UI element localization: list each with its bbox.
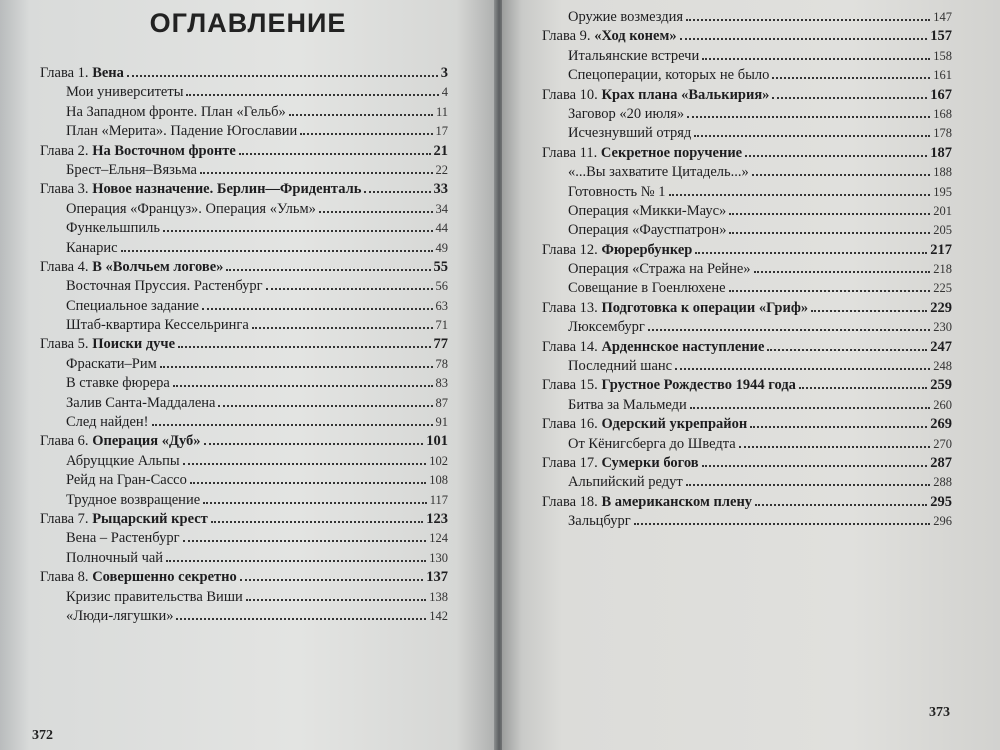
chapter-title: Крах плана «Валькирия» [601, 86, 770, 103]
chapter-number: Глава 1. [40, 65, 89, 81]
chapter-title: Арденнское наступление [601, 338, 765, 355]
subentry-title: Функельшпиль [66, 220, 160, 237]
subentry-page: 147 [933, 10, 952, 24]
dot-leader [163, 217, 433, 232]
chapter-label [40, 568, 237, 587]
chapter-number: Глава 17. [542, 454, 598, 471]
chapter-page: 187 [930, 144, 952, 161]
dot-leader [183, 527, 427, 542]
subentry-title: Рейд на Гран-Сассо [66, 472, 187, 489]
dot-leader [686, 471, 931, 486]
subentry-page: 188 [933, 165, 952, 180]
chapter-number: Глава 5. [40, 336, 89, 353]
toc-subentry [40, 101, 448, 120]
subentry-page: 260 [933, 397, 952, 412]
chapter-number: Глава 7. [40, 510, 89, 527]
chapter-group [542, 297, 952, 336]
chapter-group [542, 239, 952, 297]
chapter-group [40, 430, 448, 508]
dot-leader [289, 101, 433, 116]
chapter-number: Глава 3. [40, 181, 89, 198]
subentry-page: 270 [933, 436, 952, 451]
toc-subentry [542, 122, 952, 141]
dot-leader [178, 333, 430, 348]
subentry-title: В ставке фюрера [66, 375, 170, 392]
chapter-page: 157 [930, 28, 952, 45]
subentry-title: Совещание в Гоенлюхене [568, 280, 726, 297]
chapter-label [40, 335, 175, 354]
dot-leader [211, 508, 424, 523]
toc-subentry [542, 316, 952, 335]
chapter-label [40, 432, 201, 451]
subentry-title: Альпийский редут [568, 474, 683, 491]
toc-chapter [542, 297, 952, 316]
dot-leader [729, 219, 930, 234]
toc-chapter [542, 142, 952, 161]
chapter-page: 217 [930, 241, 952, 258]
toc-subentry [40, 217, 448, 236]
toc-subentry [40, 120, 448, 139]
dot-leader [811, 297, 927, 312]
subentry-page: 83 [435, 376, 448, 391]
toc-chapter [542, 336, 952, 355]
chapter-title: На Восточном фронте [92, 142, 236, 159]
toc-subentry [542, 471, 952, 490]
chapter-number: Глава 13. [542, 299, 598, 316]
chapter-page: 167 [930, 86, 952, 103]
subentry-title: Спецоперации, которых не было [568, 67, 770, 84]
toc-subentry [542, 277, 952, 296]
toc-chapter [542, 413, 952, 432]
toc-subentry [542, 181, 952, 200]
chapter-group [542, 336, 952, 375]
toc-subentry [40, 314, 448, 333]
dot-leader [173, 372, 433, 387]
chapter-title: Секретное поручение [600, 144, 743, 161]
subentry-page: 87 [435, 395, 448, 410]
toc-subentry [40, 527, 448, 546]
dot-leader [240, 566, 423, 581]
subentry-page: 130 [429, 550, 448, 565]
chapter-group [40, 140, 448, 179]
subentry-title: От Кёнигсберга до Шведта [568, 435, 736, 452]
toc-subentry [542, 433, 952, 452]
subentry-title: Мои университеты [66, 84, 184, 101]
chapter-group [542, 25, 952, 83]
chapter-number: Глава 16. [542, 416, 598, 433]
chapter-group [40, 256, 448, 334]
subentry-title: Штаб-квартира Кессельринга [66, 317, 249, 334]
subentry-title: Вена – Растенбург [66, 530, 180, 547]
toc-chapter [542, 84, 952, 103]
chapter-group [542, 84, 952, 142]
chapter-page: 21 [433, 142, 448, 159]
dot-leader [166, 547, 426, 562]
toc-subentry [40, 392, 448, 411]
subentry-title: «Люди-лягушки» [66, 607, 174, 624]
page-number: 372 [32, 728, 53, 743]
left-page [0, 0, 496, 750]
toc-chapter [40, 140, 448, 159]
dot-leader [246, 586, 427, 601]
chapter-group [542, 491, 952, 530]
chapter-label [542, 454, 699, 473]
dot-leader [203, 489, 427, 504]
chapter-page: 287 [930, 454, 952, 471]
toc-subentry [542, 394, 952, 413]
chapter-label [40, 64, 124, 83]
toc-subentry [40, 159, 448, 178]
dot-leader [745, 142, 927, 157]
dot-leader [695, 239, 927, 254]
toc-subentry [40, 450, 448, 469]
dot-leader [252, 314, 433, 329]
chapter-title: В «Волчьем логове» [92, 258, 224, 275]
subentry-page: 138 [429, 589, 448, 604]
subentry-page: 201 [933, 203, 952, 218]
chapter-page: 101 [426, 433, 448, 450]
chapter-page: 269 [930, 416, 952, 433]
toc-subentry [40, 489, 448, 508]
subentry-page: 142 [429, 608, 448, 623]
chapter-group [542, 142, 952, 239]
chapter-number: Глава 15. [542, 377, 598, 394]
toc-subentry [542, 6, 952, 25]
toc-subentry [542, 200, 952, 219]
subentry-page: 108 [429, 473, 448, 488]
subentry-title: На Западном фронте. План «Гельб» [66, 103, 286, 120]
subentry-page: 44 [435, 221, 448, 236]
toc-subentry [542, 103, 952, 122]
subentry-title: Фраскати–Рим [66, 355, 157, 372]
toc-subentry [40, 353, 448, 372]
chapter-page: 3 [440, 65, 448, 81]
subentry-title: Абруццкие Альпы [66, 452, 180, 469]
dot-leader [750, 413, 927, 428]
toc-chapter [40, 256, 448, 275]
subentry-title: Битва за Мальмеди [568, 396, 687, 413]
subentry-page: 102 [429, 453, 448, 468]
dot-leader [669, 181, 931, 196]
chapter-number: Глава 8. [40, 569, 89, 586]
toc-subentry [542, 64, 952, 83]
chapter-number: Глава 6. [40, 433, 89, 450]
chapter-label [542, 241, 692, 260]
subentry-title: Специальное задание [66, 297, 199, 314]
subentry-page: 225 [933, 281, 952, 296]
subentry-title: Трудное возвращение [66, 491, 201, 508]
chapter-title: Рыцарский крест [92, 510, 208, 527]
chapter-page: 229 [930, 299, 952, 316]
dot-leader [799, 374, 927, 389]
subentry-page: 4 [441, 85, 448, 100]
subentry-title: Восточная Пруссия. Растенбург [66, 278, 263, 295]
dot-leader [183, 450, 427, 465]
dot-leader [200, 159, 433, 174]
dot-leader [752, 161, 930, 176]
subentry-title: Брест–Ельня–Вязьма [66, 161, 197, 178]
dot-leader [186, 81, 438, 96]
chapter-number: Глава 18. [542, 493, 598, 510]
subentry-title: Канарис [66, 239, 118, 256]
subentry-title: Операция «Стража на Рейне» [568, 261, 751, 278]
dot-leader [702, 45, 930, 60]
dot-leader [226, 256, 430, 271]
subentry-page: 195 [933, 184, 952, 199]
dot-leader [190, 469, 426, 484]
dot-leader [634, 510, 931, 525]
chapter-page: 33 [433, 181, 448, 198]
subentry-page: 296 [933, 514, 952, 529]
dot-leader [176, 605, 426, 620]
chapter-label [40, 258, 223, 277]
toc-subentry [40, 198, 448, 217]
subentry-page: 71 [435, 318, 448, 333]
toc-subentry [40, 605, 448, 624]
subentry-page: 124 [429, 531, 448, 546]
toc-subentry [40, 275, 448, 294]
dot-leader [755, 491, 927, 506]
toc-subentry [40, 81, 448, 100]
chapter-title: Подготовка к операции «Гриф» [601, 299, 809, 316]
chapter-number: Глава 4. [40, 258, 89, 275]
subentry-page: 205 [933, 223, 952, 238]
subentry-page: 158 [933, 48, 952, 63]
chapter-number: Глава 14. [542, 338, 598, 355]
subentry-page: 91 [435, 415, 448, 430]
toc-subentry [40, 469, 448, 488]
toc-chapter [40, 333, 448, 352]
chapter-title: Фюрербункер [601, 241, 693, 258]
dot-leader [152, 411, 433, 426]
chapter-group [40, 178, 448, 256]
toc-subentry [40, 411, 448, 430]
dot-leader [204, 430, 424, 445]
subentry-title: Исчезнувший отряд [568, 125, 692, 142]
subentry-title: Залив Санта-Маддалена [66, 394, 216, 411]
table-of-contents-right [542, 6, 952, 530]
dot-leader [121, 237, 433, 252]
dot-leader [239, 140, 431, 155]
chapter-group [40, 566, 448, 624]
dot-leader [202, 295, 433, 310]
toc-chapter [40, 566, 448, 585]
subentry-page: 168 [933, 106, 952, 121]
chapter-label [542, 415, 747, 434]
toc-subentry [542, 510, 952, 529]
subentry-title: Полночный чай [66, 549, 164, 566]
subentry-title: План «Мерита». Падение Югославии [66, 123, 298, 140]
subentry-page: 248 [933, 359, 952, 374]
dot-leader [675, 355, 930, 370]
dot-leader [127, 62, 438, 77]
toc-subentry [542, 45, 952, 64]
chapter-title: Совершенно секретно [92, 569, 237, 586]
toc-subentry [40, 295, 448, 314]
dot-leader [739, 433, 931, 448]
dot-leader [648, 316, 930, 331]
toc-chapter [542, 25, 952, 44]
subentry-title: «...Вы захватите Цитадель...» [568, 164, 749, 181]
subentry-page: 49 [435, 240, 448, 255]
toc-chapter [542, 239, 952, 258]
chapter-number: Глава 11. [542, 144, 598, 161]
subentry-page: 11 [435, 104, 448, 119]
table-of-contents-left [40, 62, 448, 624]
subentry-title: След найден! [66, 414, 149, 431]
subentry-page: 161 [933, 68, 952, 83]
dot-leader [729, 200, 930, 215]
dot-leader [702, 452, 928, 467]
subentry-title: Операция «Микки-Маус» [568, 202, 727, 219]
dot-leader [266, 275, 433, 290]
toc-subentry [40, 237, 448, 256]
chapter-label [542, 144, 742, 163]
subentry-title: Зальцбург [568, 513, 631, 530]
dot-leader [364, 178, 430, 193]
chapter-page: 77 [433, 336, 448, 353]
dot-leader [680, 25, 928, 40]
toc-chapter [40, 62, 448, 81]
dot-leader [218, 392, 432, 407]
toc-chapter [542, 491, 952, 510]
subentry-title: Заговор «20 июля» [568, 105, 685, 122]
chapter-page: 247 [930, 338, 952, 355]
subentry-title: Люксембург [568, 319, 645, 336]
chapter-title: «Ход конем» [594, 28, 677, 45]
chapter-number: Глава 10. [542, 86, 598, 103]
subentry-page: 78 [435, 356, 448, 371]
chapter-label [542, 27, 677, 46]
subentry-page: 34 [435, 201, 448, 216]
chapter-title: Сумерки богов [601, 454, 699, 471]
chapter-title: Новое назначение. Берлин—Фриденталь [92, 181, 362, 198]
chapter-page: 123 [426, 510, 448, 527]
dot-leader [319, 198, 433, 213]
subentry-title: Операция «Фаустпатрон» [568, 222, 727, 239]
chapter-group [542, 413, 952, 452]
subentry-page: 230 [933, 320, 952, 335]
chapter-title: Вена [92, 65, 124, 81]
dot-leader [690, 394, 930, 409]
dot-leader [772, 64, 930, 79]
toc-subentry [542, 219, 952, 238]
chapter-page: 295 [930, 493, 952, 510]
chapter-number: Глава 9. [542, 28, 591, 45]
chapter-number: Глава 12. [542, 241, 598, 258]
subentry-title: Оружие возмездия [568, 9, 684, 25]
dot-leader [687, 103, 930, 118]
subentry-title: Итальянские встречи [568, 47, 700, 64]
chapter-group [542, 374, 952, 413]
subentry-title: Кризис правительства Виши [66, 588, 243, 605]
subentry-page: 178 [933, 126, 952, 141]
toc-chapter [40, 430, 448, 449]
chapter-group [40, 62, 448, 140]
toc-chapter [40, 508, 448, 527]
chapter-group [40, 508, 448, 566]
subentry-page: 218 [933, 262, 952, 277]
subentry-title: Последний шанс [568, 358, 673, 375]
subentry-page: 288 [933, 475, 952, 490]
right-page [502, 0, 1000, 750]
subentry-title: Операция «Француз». Операция «Ульм» [66, 200, 316, 217]
toc-subentry [40, 372, 448, 391]
chapter-group [40, 333, 448, 430]
toc-subentry [542, 161, 952, 180]
chapter-title: Одерский укрепрайон [601, 416, 748, 433]
subentry-page: 56 [435, 279, 448, 294]
dot-leader [772, 84, 927, 99]
toc-subentry [40, 547, 448, 566]
toc-subentry [542, 258, 952, 277]
toc-chapter [542, 374, 952, 393]
chapter-group [542, 452, 952, 491]
subentry-title: Готовность № 1 [568, 183, 666, 200]
chapter-page: 259 [930, 377, 952, 394]
toc-chapter [40, 178, 448, 197]
page-title: ОГЛАВЛЕНИЕ [149, 8, 347, 38]
toc-chapter [542, 452, 952, 471]
chapter-page: 55 [433, 258, 448, 275]
chapter-title: В американском плену [601, 493, 753, 510]
chapter-title: Грустное Рождество 1944 года [601, 377, 796, 394]
chapter-label [40, 180, 361, 199]
dot-leader [686, 6, 930, 21]
page-number: 373 [929, 705, 950, 720]
toc-subentry [542, 355, 952, 374]
dot-leader [694, 122, 930, 137]
chapter-number: Глава 2. [40, 142, 89, 159]
dot-leader [767, 336, 927, 351]
dot-leader [729, 277, 931, 292]
subentry-page: 22 [435, 162, 448, 177]
dot-leader [754, 258, 931, 273]
subentry-page: 63 [435, 298, 448, 313]
chapter-page: 137 [426, 569, 448, 586]
dot-leader [160, 353, 433, 368]
chapter-title: Поиски дуче [92, 336, 176, 353]
chapter-title: Операция «Дуб» [92, 433, 201, 450]
subentry-page: 17 [435, 124, 448, 139]
subentry-page: 117 [429, 492, 448, 507]
toc-subentry [40, 586, 448, 605]
dot-leader [300, 120, 432, 135]
